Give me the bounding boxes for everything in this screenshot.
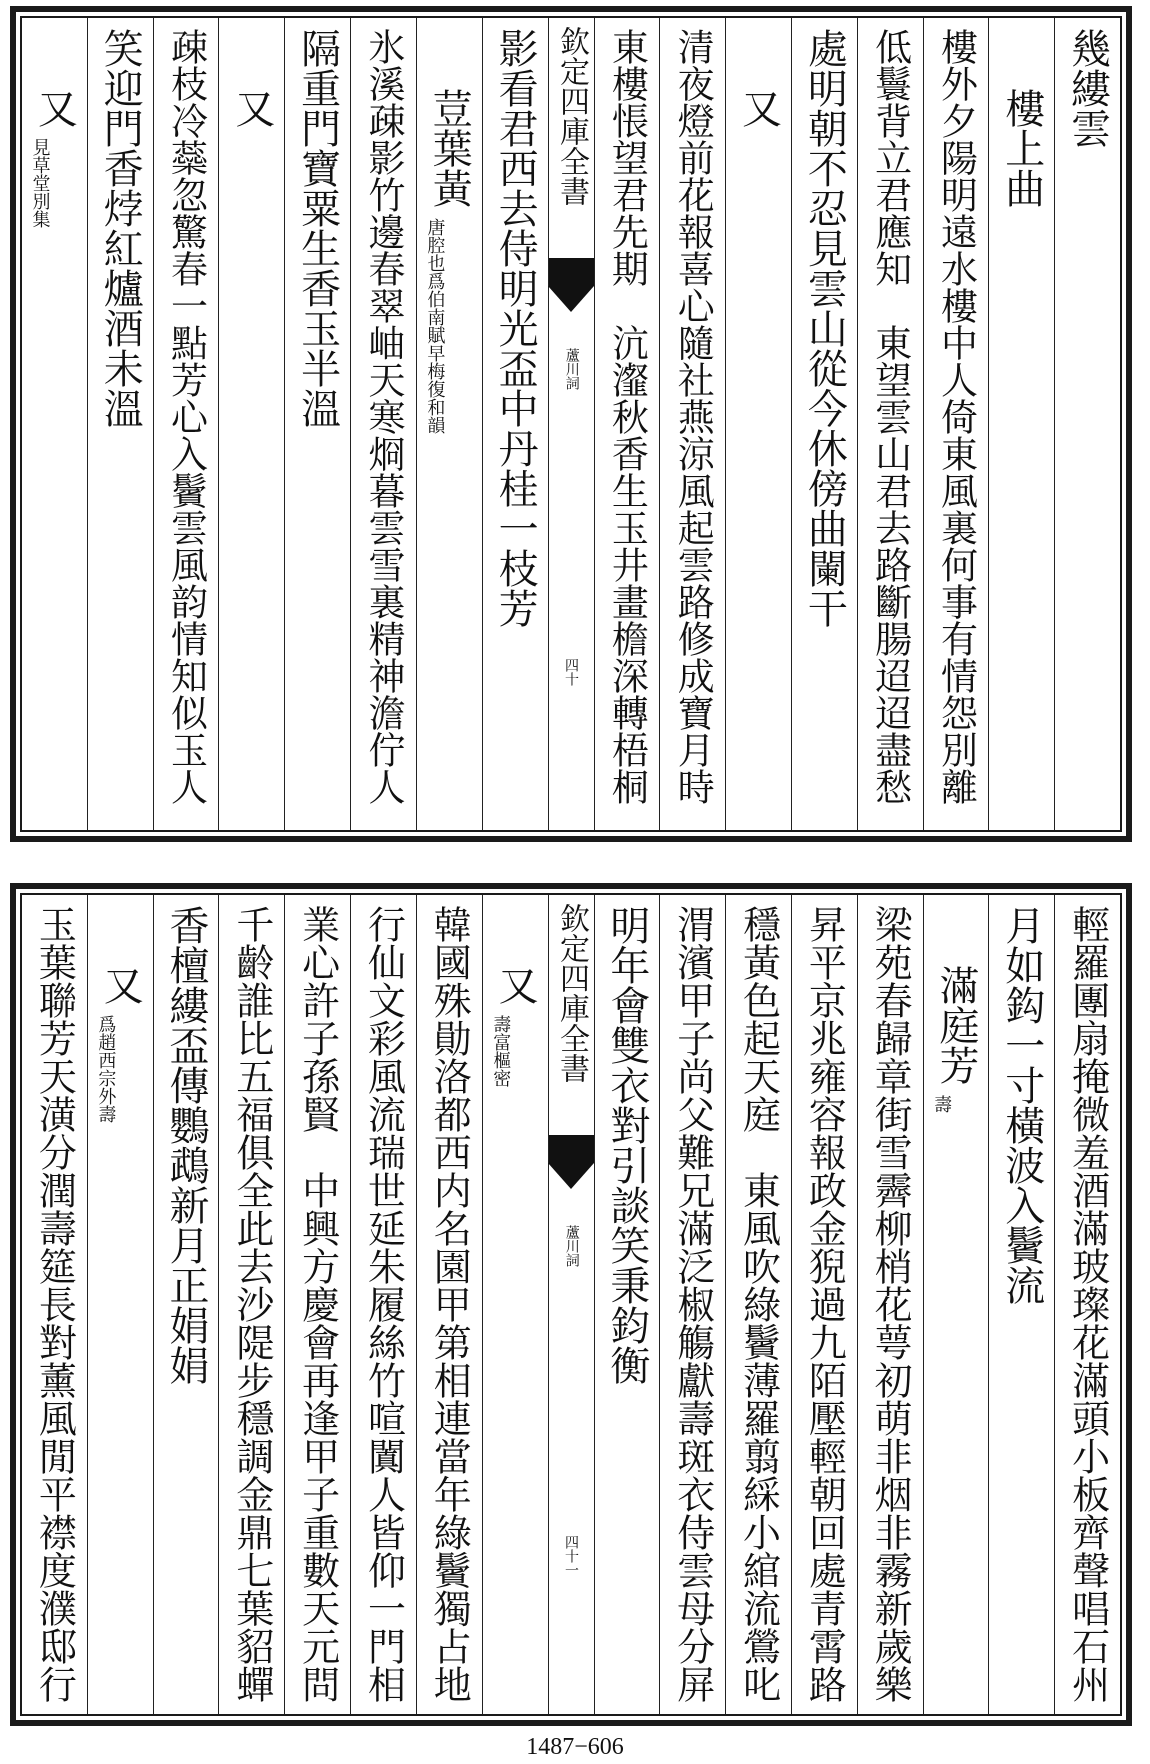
lower-columns: [22, 895, 1120, 1714]
column-text: 香檀縷盃傳鸚鵡新月正娟娟: [163, 905, 210, 1385]
text-column: [594, 18, 660, 830]
small-annotation: 壽富樞密: [490, 1015, 512, 1087]
text-column: [218, 18, 284, 830]
poem-title: 又: [228, 88, 275, 128]
text-column: [791, 18, 857, 830]
small-annotation: 爲趙西宗外壽: [95, 1015, 117, 1123]
poem-title: 又: [97, 965, 144, 1005]
poem-title: 滿庭芳: [932, 965, 979, 1085]
text-column: [350, 18, 416, 830]
column-text: 輕羅團扇掩微羞酒滿玻璨花滿頭小板齊聲唱石州: [1065, 905, 1110, 1703]
column-text: 清夜燈前花報喜心隨社燕涼風起雲路修成寶月時: [671, 28, 715, 805]
column-text: 渭濱甲子尚父難兄滿泛椒觴獻壽斑衣侍雲母分屏: [670, 905, 715, 1703]
text-column: [1054, 18, 1120, 830]
column-text: 疎枝冷蘂忽驚春一點芳心入鬢雲風韵情知似玉人: [164, 28, 208, 805]
small-annotation: 唐腔也爲伯南賦早梅復和韻: [424, 218, 446, 434]
small-annotation: 壽: [931, 1095, 953, 1113]
text-column: [791, 895, 857, 1714]
text-column: [284, 18, 350, 830]
text-column: [659, 18, 725, 830]
column-text: 明年會雙衣對引談笑秉鈞衡: [603, 905, 650, 1385]
text-column: [988, 18, 1054, 830]
column-text: 東樓悵望君先期 沆瀣秋香生玉井畫檐深轉梧桐: [605, 28, 649, 805]
text-column: [594, 895, 660, 1714]
text-column: [350, 895, 416, 1714]
upper-columns: [22, 18, 1120, 830]
text-column: [857, 18, 923, 830]
fishtail-mark: [549, 258, 594, 286]
column-text: 玉葉聯芳天潢分潤壽筵長對薰風閒平襟度濮邸行: [32, 905, 77, 1703]
text-column: [87, 895, 153, 1714]
text-column: [153, 895, 219, 1714]
poem-title: 又: [31, 88, 78, 128]
column-text: 笑迎門香㶿紅爐酒未溫: [97, 28, 144, 428]
spine-title: 欽定四庫全書: [554, 903, 589, 1083]
text-column: [218, 895, 284, 1714]
text-column: [1054, 895, 1120, 1714]
column-text: 穩黃色起天庭 東風吹綠鬢薄羅翦綵小綰流鶯叱: [736, 905, 781, 1703]
text-column: [482, 895, 548, 1714]
page-number-footer: 1487−606: [526, 1734, 624, 1760]
column-text: 梁苑春歸章街雪霽柳梢花萼初萌非烟非霧新歲樂: [868, 905, 913, 1703]
column-text: 氷溪疎影竹邊春翠岫天寒烱暮雲雪裏精神澹佇人: [361, 28, 405, 805]
center-spine: [548, 895, 594, 1714]
column-text: 幾縷雲: [1064, 28, 1111, 148]
column-text: 千齡誰比五福俱全此去沙隄步穩調金鼎七葉貂蟬: [229, 905, 274, 1703]
text-column: [416, 18, 482, 830]
spine-page-number: 四十: [563, 658, 579, 686]
text-column: [482, 18, 548, 830]
column-text: 業心許子孫賢 中興方慶會再逢甲子重數天元問: [295, 905, 340, 1703]
text-column: [22, 895, 87, 1714]
small-annotation: 見草堂別集: [29, 138, 51, 228]
text-column: [659, 895, 725, 1714]
text-column: [22, 18, 87, 830]
fishtail-mark: [549, 1135, 594, 1163]
center-spine: [548, 18, 594, 830]
spine-subtitle: 蘆川詞: [563, 1225, 580, 1267]
lower-page: [10, 883, 1132, 1726]
spine-subtitle: 蘆川詞: [563, 348, 580, 390]
text-column: [923, 895, 989, 1714]
text-column: [284, 895, 350, 1714]
column-text: 行仙文彩風流瑞世延朱履絲竹喧闐人皆仰一門相: [361, 905, 406, 1703]
text-column: [857, 895, 923, 1714]
column-text: 處明朝不忍見雲山從今休傍曲闌干: [801, 28, 848, 628]
text-column: [416, 895, 482, 1714]
poem-title: 樓上曲: [998, 88, 1045, 208]
poem-title: 荳葉黃: [426, 88, 473, 208]
upper-page: [10, 6, 1132, 842]
column-text: 樓外夕陽明遠水樓中人倚東風裏何事有情怨別離: [934, 28, 978, 805]
column-text: 月如鈎一寸橫波入鬢流: [998, 905, 1045, 1305]
text-column: [153, 18, 219, 830]
text-column: [87, 18, 153, 830]
text-column: [725, 895, 791, 1714]
spine-page-number: 四十一: [563, 1535, 579, 1577]
text-column: [988, 895, 1054, 1714]
column-text: 隔重門寶粟生香玉半溫: [294, 28, 341, 428]
text-column: [923, 18, 989, 830]
poem-title: 又: [492, 965, 539, 1005]
text-column: [725, 18, 791, 830]
column-text: 低鬟背立君應知 東望雲山君去路斷腸迢迢盡愁: [868, 28, 912, 805]
spine-title: 欽定四庫全書: [554, 26, 589, 206]
poem-title: 又: [735, 88, 782, 128]
column-text: 昇平京兆雍容報政金猊過九陌壓輕朝回處青霄路: [802, 905, 847, 1703]
column-text: 影看君西去侍明光盃中丹桂一枝芳: [492, 28, 539, 628]
column-text: 韓國殊勛洛都西内名園甲第相連當年綠鬢獨占地: [427, 905, 472, 1703]
